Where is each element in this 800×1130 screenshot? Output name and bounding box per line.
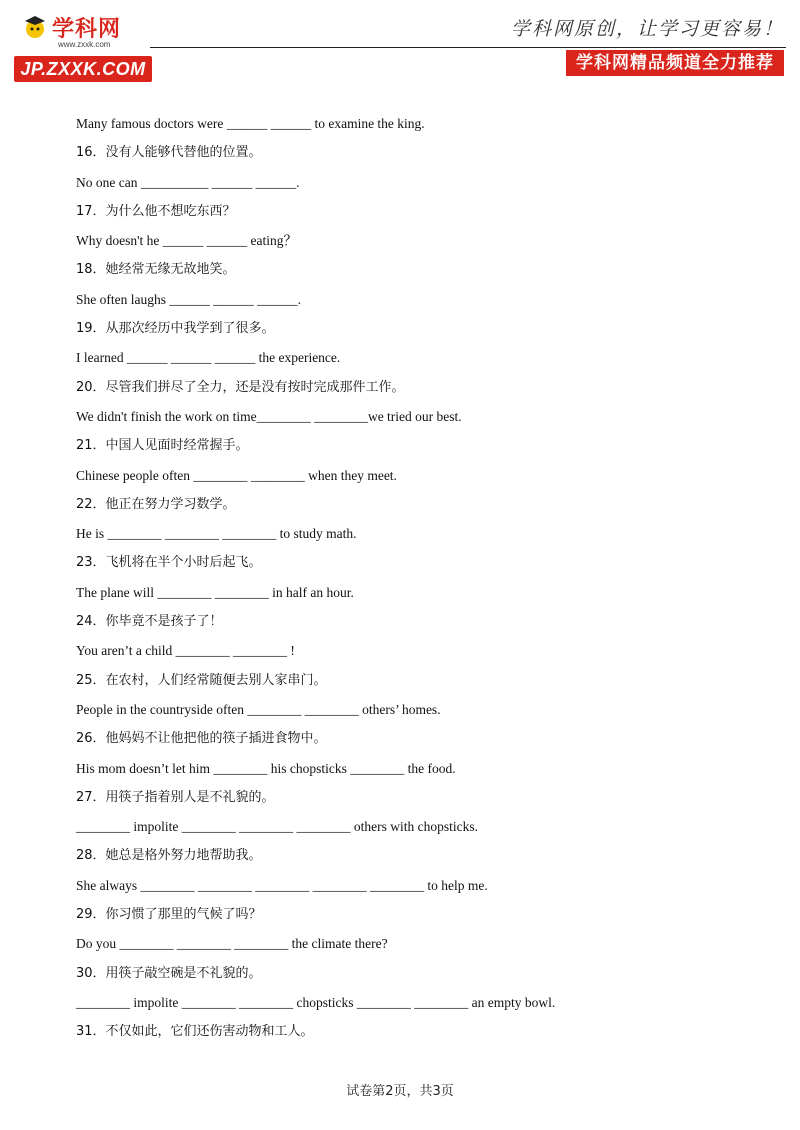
header-divider bbox=[150, 47, 786, 48]
exercise-line: You aren’t a child ________ ________ ! bbox=[76, 643, 295, 659]
exercise-line: 23．飞机将在半个小时后起飞。 bbox=[76, 555, 262, 571]
exercise-line: 18．她经常无缘无故地笑。 bbox=[76, 262, 236, 278]
channel-banner: 学科网精品频道全力推荐 bbox=[566, 50, 784, 76]
zxxk-logo[interactable] bbox=[14, 8, 154, 80]
exercise-line: The plane will ________ ________ in half an hour. bbox=[76, 584, 354, 600]
exercise-line: 29．你习惯了那里的气候了吗？ bbox=[76, 907, 262, 923]
exercise-line: 24．你毕竟不是孩子了！ bbox=[76, 614, 223, 630]
exercise-line: 17．为什么他不想吃东西？ bbox=[76, 203, 236, 219]
exercise-line: ________ impolite ________ ________ chopsticks ________ ________ an empty bowl. bbox=[76, 994, 556, 1010]
page-footer: 试卷第2页，共3页 bbox=[346, 1084, 454, 1099]
brand-name: 学科网 bbox=[52, 17, 122, 42]
exercise-line: 20．尽管我们拼尽了全力，还是没有按时完成那件工作。 bbox=[76, 379, 405, 395]
slogan: 学科网原创，让学习更容易！ bbox=[510, 18, 784, 40]
exercise-line: 19．从那次经历中我学到了很多。 bbox=[76, 321, 275, 337]
exercise-line: 30．用筷子敲空碗是不礼貌的。 bbox=[76, 965, 262, 981]
exercise-line: 21．中国人见面时经常握手。 bbox=[76, 438, 249, 454]
exercise-line: 28．她总是格外努力地帮助我。 bbox=[76, 848, 262, 864]
exercise-line: We didn't finish the work on time________ ________we tried our best. bbox=[76, 408, 462, 424]
page-header bbox=[0, 0, 800, 80]
exercise-line: She always ________ ________ ________ ________ ________ to help me. bbox=[76, 877, 488, 893]
exercise-line: Chinese people often ________ ________ when they meet. bbox=[76, 467, 397, 483]
exercise-line: 22．他正在努力学习数学。 bbox=[76, 496, 236, 512]
exercise-line: Why doesn't he ______ ______ eating？ bbox=[76, 233, 298, 249]
exercise-line: 25．在农村，人们经常随便去别人家串门。 bbox=[76, 672, 327, 688]
exercise-line: Many famous doctors were ______ ______ to examine the king. bbox=[76, 116, 425, 131]
exercise-line: 31．不仅如此，它们还伤害动物和工人。 bbox=[76, 1024, 314, 1040]
exercise-line: No one can __________ ______ ______. bbox=[76, 174, 300, 190]
exercise-content bbox=[76, 113, 756, 1051]
exercise-line: His mom doesn’t let him ________ his chopsticks ________ the food. bbox=[76, 760, 456, 776]
exercise-line: I learned ______ ______ ______ the experience. bbox=[76, 350, 341, 366]
exercise-line: ________ impolite ________ ________ ________ others with chopsticks. bbox=[76, 819, 478, 835]
brand-url-bar: JP.ZXXK.COM bbox=[14, 56, 152, 82]
mascot-icon bbox=[22, 14, 48, 40]
exercise-line: He is ________ ________ ________ to study math. bbox=[76, 526, 357, 542]
exercise-line: Do you ________ ________ ________ the climate there? bbox=[76, 936, 388, 952]
brand-url-small: www.zxxk.com bbox=[58, 40, 111, 49]
exercise-line: People in the countryside often ________ ________ others’ homes. bbox=[76, 701, 441, 717]
exercise-line: 16．没有人能够代替他的位置。 bbox=[76, 145, 262, 161]
exercise-line: 27．用筷子指着别人是不礼貌的。 bbox=[76, 789, 275, 805]
exercise-line: She often laughs ______ ______ ______. bbox=[76, 291, 301, 307]
exercise-line: 26．他妈妈不让他把他的筷子插进食物中。 bbox=[76, 731, 327, 747]
